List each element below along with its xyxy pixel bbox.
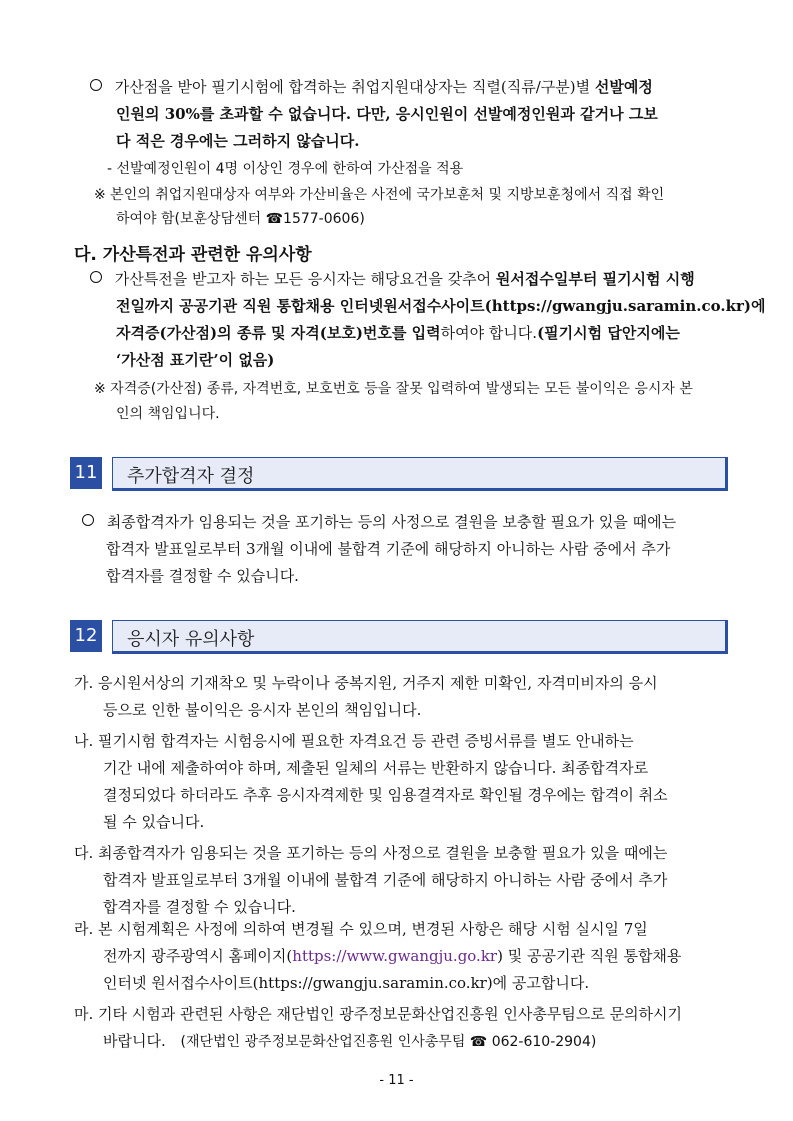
item-na-line-4: 될 수 있습니다. xyxy=(103,813,205,831)
circle-bullet-icon xyxy=(90,271,102,283)
note-1-line-2: 하여야 함(보훈상담센터 ☎1577-0606) xyxy=(116,211,365,227)
da-bullet-line-4: ‘가산점 표기란’이 없음) xyxy=(116,351,275,369)
sec11-line-3: 합격자를 결정할 수 있습니다. xyxy=(106,567,299,585)
item-da-line-1: 다. 최종합격자가 임용되는 것을 포기하는 등의 사정으로 결원을 보충할 필요가 있을 때에는 xyxy=(74,844,668,862)
item-ma-line-1: 마. 기타 시험과 관련된 사항은 재단법인 광주정보문화산업진흥원 인사총무팀으로 문의하시기 xyxy=(74,1005,683,1023)
item-da-line-3: 합격자를 결정할 수 있습니다. xyxy=(103,898,296,916)
section-title: 응시자 유의사항 xyxy=(127,629,255,650)
bullet-1-line-2: 인원의 30%를 초과할 수 없습니다. 다만, 응시인원이 선발예정인원과 같거나 그보 xyxy=(116,105,658,123)
sec11-line-2: 합격자 발표일로부터 3개월 이내에 불합격 기준에 해당하지 아니하는 사람 중에서 추가 xyxy=(106,540,671,558)
item-ga-line-1: 가. 응시원서상의 기재착오 및 누락이나 중복지원, 거주지 제한 미확인, 자격미비자의 응시 xyxy=(74,674,658,692)
item-da-line-2: 합격자 발표일로부터 3개월 이내에 불합격 기준에 해당하지 아니하는 사람 중에서 추가 xyxy=(103,871,668,889)
da-bullet-line-2: 전일까지 공공기관 직원 통합채용 인터넷원서접수사이트(https://gwangju.saramin.co.kr)에 xyxy=(116,297,766,315)
item-na-line-3: 결정되었다 하더라도 추후 응시자격제한 및 임용결격자로 확인될 경우에는 합격이 취소 xyxy=(103,786,668,804)
section-12-header xyxy=(70,620,726,652)
item-ra-line-3: 인터넷 원서접수사이트(https://gwangju.saramin.co.kr)에 공고합니다. xyxy=(103,974,590,992)
da-bullet-line-3: 자격증(가산점)의 종류 및 자격(보호)번호를 입력하여야 합니다.(필기시험 답안지에는 xyxy=(116,324,680,342)
da-bullet-line-1: 가산특전을 받고자 하는 모든 응시자는 해당요건을 갖추어 원서접수일부터 필기시험 시행 xyxy=(90,268,695,290)
section-da-heading: 다. 가산특전과 관련한 유의사항 xyxy=(74,245,312,265)
item-na-line-2: 기간 내에 제출하여야 하며, 제출된 일체의 서류는 반환하지 않습니다. 최종합격자로 xyxy=(103,759,649,777)
bullet-1-line-3: 다 적은 경우에는 그러하지 않습니다. xyxy=(116,132,360,150)
bullet-1-line-1: 가산점을 받아 필기시험에 합격하는 취업지원대상자는 직렬(직류/구분)별 선발예정 xyxy=(90,76,653,98)
da-note-line-2: 인의 책임입니다. xyxy=(116,406,220,422)
section-number-badge: 11 xyxy=(70,457,102,489)
section-11-header xyxy=(70,457,726,489)
da-note-line-1: ※ 자격증(가산점) 종류, 자격번호, 보호번호 등을 잘못 입력하여 발생되는 모든 불이익은 응시자 본 xyxy=(94,381,693,397)
item-ra-line-1: 라. 본 시험계획은 사정에 의하여 변경될 수 있으며, 변경된 사항은 해당 시험 실시일 7일 xyxy=(74,920,648,938)
section-title: 추가합격자 결정 xyxy=(127,466,255,487)
circle-bullet-icon xyxy=(82,514,94,526)
circle-bullet-icon xyxy=(90,79,102,91)
contact-info: (재단법인 광주정보문화산업진흥원 인사총무팀 ☎ 062-610-2904) xyxy=(180,1034,597,1050)
homepage-link[interactable]: https://www.gwangju.go.kr xyxy=(292,947,498,965)
sub-dash-note: - 선발예정인원이 4명 이상인 경우에 한하여 가산점을 적용 xyxy=(107,161,464,177)
item-ma-line-2: 바랍니다. (재단법인 광주정보문화산업진흥원 인사총무팀 ☎ 062-610-2904) xyxy=(103,1032,597,1050)
section-number-badge: 12 xyxy=(70,620,102,652)
section-title-bar xyxy=(112,457,728,491)
page-number: - 11 - xyxy=(379,1073,414,1088)
item-ra-line-2: 전까지 광주광역시 홈페이지(https://www.gwangju.go.kr) 및 공공기관 직원 통합채용 xyxy=(103,947,682,965)
section-title-bar xyxy=(112,620,728,654)
item-na-line-1: 나. 필기시험 합격자는 시험응시에 필요한 자격요건 등 관련 증빙서류를 별도 안내하는 xyxy=(74,732,634,750)
note-1-line-1: ※ 본인의 취업지원대상자 여부와 가산비율은 사전에 국가보훈처 및 지방보훈청에서 직접 확인 xyxy=(94,187,665,203)
item-ga-line-2: 등으로 인한 불이익은 응시자 본인의 책임입니다. xyxy=(103,701,422,719)
sec11-line-1: 최종합격자가 임용되는 것을 포기하는 등의 사정으로 결원을 보충할 필요가 있을 때에는 xyxy=(82,511,676,533)
